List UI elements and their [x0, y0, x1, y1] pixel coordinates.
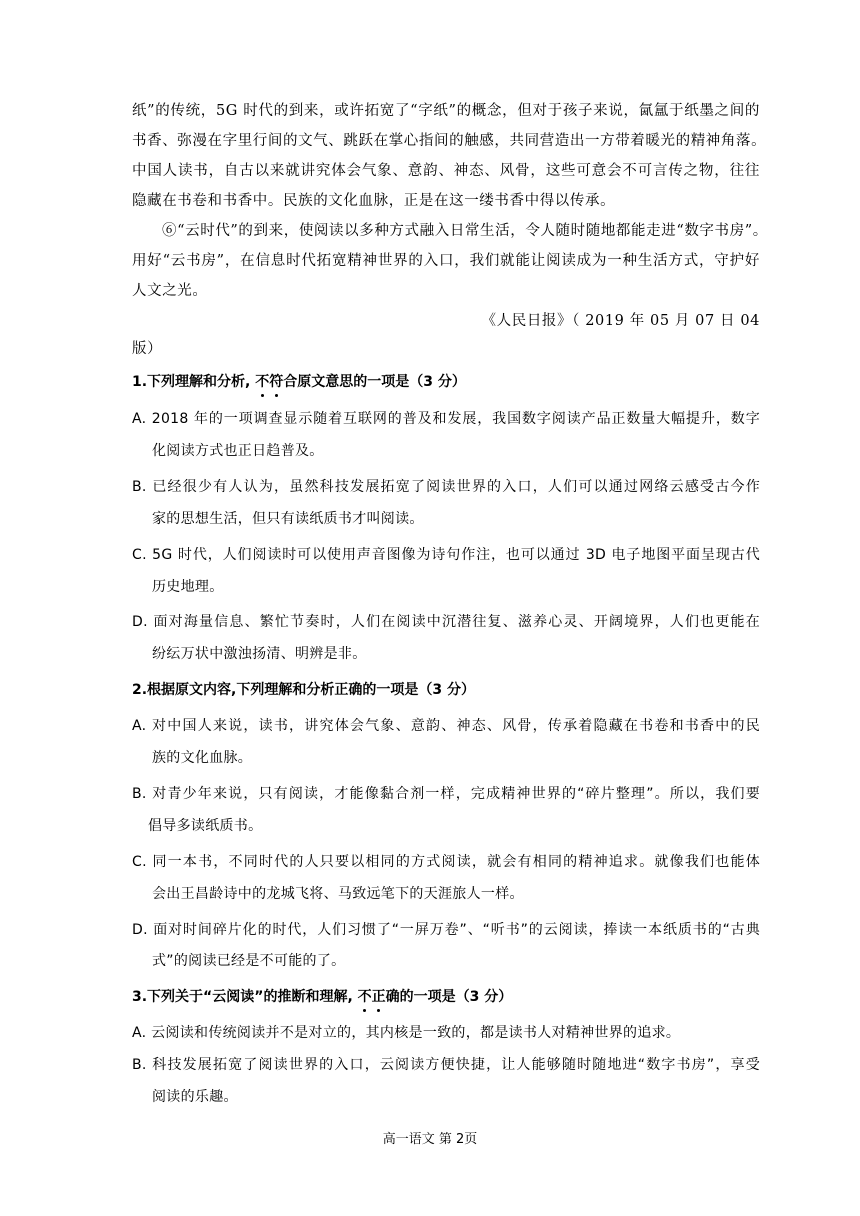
passage-line-6: 用好“云书房”，在信息时代拓宽精神世界的入口，我们就能让阅读成为一种生活方式，守护好 — [132, 253, 760, 269]
q1-prefix: 1.下列理解和分析, — [132, 374, 256, 390]
q1-option-d-line-2: 纷纭万状中激浊扬清、明辨是非。 — [152, 646, 367, 662]
q1-option-c-line-2: 历史地理。 — [152, 579, 224, 595]
q2-option-b-line-1: B. 对青少年来说，只有阅读，才能像黏合剂一样，完成精神世界的“碎片整理”。所以，我们要 — [132, 786, 760, 802]
q2-option-b-line-2: 倡导多读纸质书。 — [148, 818, 263, 834]
passage-line-7: 人文之光。 — [132, 283, 208, 299]
passage-line-4: 隐藏在书卷和书香中。民族的文化血脉，正是在这一缕书香中得以传承。 — [132, 193, 616, 209]
q1-option-a-line-1: A. 2018 年的一项调查显示随着互联网的普及和发展，我国数字阅读产品正数量大幅提升，数字 — [132, 411, 760, 427]
q3-suffix: 确的一项是（3 分） — [385, 989, 513, 1005]
q1-dotted-1: 不 — [255, 374, 270, 390]
q1-dotted-2: 符 — [269, 374, 284, 390]
q1-option-a-line-2: 化阅读方式也正日趋普及。 — [152, 443, 324, 459]
q2-option-c-line-2: 会出王昌龄诗中的龙城飞将、马致远笔下的天涯旅人一样。 — [152, 886, 524, 902]
question-1-title — [132, 372, 760, 392]
source-line-1: 《人民日报》（ 2019 年 05 月 07 日 04 — [481, 313, 760, 329]
q2-option-d-line-2: 式”的阅读已经是不可能的了。 — [152, 953, 346, 969]
question-3-title — [132, 987, 760, 1007]
passage-line-5: ⑥“云时代”的到来，使阅读以多种方式融入日常生活，令人随时随地都能走进“数字书房”。 — [162, 223, 768, 239]
q1-suffix: 合原文意思的一项是（3 分） — [283, 374, 466, 390]
q2-option-c-line-1: C. 同一本书，不同时代的人只要以相同的方式阅读，就会有相同的精神追求。就像我们也能体 — [132, 854, 760, 870]
q3-option-a-line-1: A. 云阅读和传统阅读并不是对立的，其内核是一致的，都是读书人对精神世界的追求。 — [132, 1025, 681, 1041]
q1-option-c-line-1: C. 5G 时代，人们阅读时可以使用声音图像为诗句作注，也可以通过 3D 电子地图平面呈现古代 — [132, 547, 760, 563]
passage-line-1: 纸”的传统，5G 时代的到来，或许拓宽了“字纸”的概念，但对于孩子来说，氤氲于纸墨之间的 — [132, 103, 760, 119]
source-line-2: 版） — [132, 341, 163, 357]
passage-line-3: 中国人读书，自古以来就讲究体会气象、意韵、神态、风骨，这些可意会不可言传之物，往往 — [132, 163, 760, 179]
page-footer: 高一语文 第 2页 — [382, 1132, 478, 1147]
q2-option-a-line-2: 族的文化血脉。 — [152, 750, 253, 766]
question-2-title: 2.根据原文内容,下列理解和分析正确的一项是（3 分） — [132, 682, 475, 698]
q3-option-b-line-2: 阅读的乐趣。 — [152, 1089, 238, 1105]
q1-option-d-line-1: D. 面对海量信息、繁忙节奏时，人们在阅读中沉潜往复、滋养心灵、开阔境界，人们也更能在 — [132, 614, 760, 630]
q1-option-b-line-2: 家的思想生活，但只有读纸质书才叫阅读。 — [152, 511, 424, 527]
q1-option-b-line-1: B. 已经很少有人认为，虽然科技发展拓宽了阅读世界的入口，人们可以通过网络云感受古今作 — [132, 479, 760, 495]
passage-line-2: 书香、弥漫在字里行间的文气、跳跃在掌心指间的触感，共同营造出一方带着暖光的精神角落。 — [132, 133, 767, 149]
q2-option-d-line-1: D. 面对时间碎片化的时代，人们习惯了“一屏万卷”、“听书”的云阅读，捧读一本纸质书的“古典 — [132, 922, 760, 938]
q3-prefix: 3.下列关于“云阅读”的推断和理解, — [132, 989, 358, 1005]
q3-dotted-1: 不 — [357, 989, 372, 1005]
q2-option-a-line-1: A. 对中国人来说，读书，讲究体会气象、意韵、神态、风骨，传承着隐藏在书卷和书香中的民 — [132, 718, 760, 734]
q3-dotted-2: 正 — [371, 989, 386, 1005]
q3-option-b-line-1: B. 科技发展拓宽了阅读世界的入口，云阅读方便快捷，让人能够随时随地进“数字书房”，享受 — [132, 1057, 760, 1073]
